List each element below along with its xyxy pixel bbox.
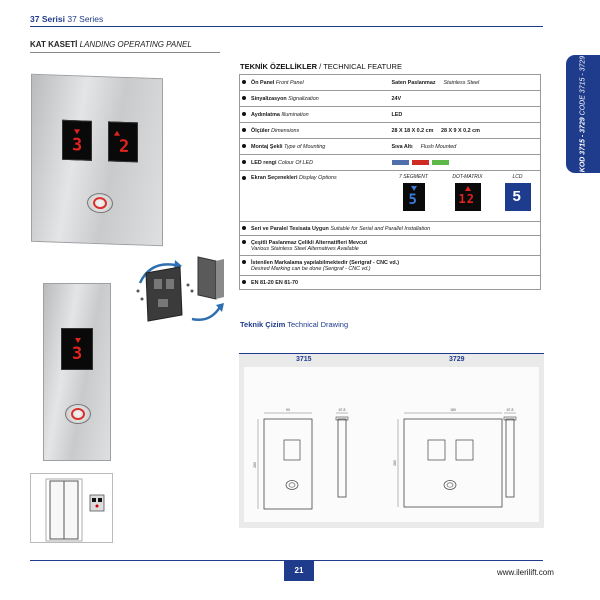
drawing-label-3715: 3715 <box>296 356 312 363</box>
led-color-swatch-red <box>412 160 429 165</box>
note-text-tr: Çeşitli Paslanmaz Çelikli Alternatifleri Mevcut <box>251 239 368 246</box>
series-title <box>30 14 103 24</box>
dot-matrix-preview <box>455 183 481 211</box>
feature-row-display-options <box>240 171 541 222</box>
panel-title <box>30 40 192 49</box>
feature-row <box>240 75 541 91</box>
dimension-text: 90 <box>286 408 290 412</box>
up-arrow-icon <box>114 131 120 136</box>
mini-display <box>92 498 96 502</box>
note-text-tr: Seri ve Paralel Tesisata Uygun <box>251 225 329 232</box>
product-code-text <box>580 56 587 172</box>
header-rule <box>30 26 543 27</box>
installation-illustration <box>30 473 113 543</box>
mounting-plate <box>146 267 182 321</box>
features-heading: TEKNİK ÖZELLİKLER / TECHNICAL FEATURE <box>240 62 402 71</box>
feature-note-row <box>240 222 541 236</box>
large-panel-display-right <box>108 121 138 162</box>
down-arrow-icon <box>74 129 80 134</box>
feature-row <box>240 139 541 155</box>
features-heading-tr: TEKNİK ÖZELLİKLER <box>240 62 318 71</box>
feature-label-tr: Aydınlatma <box>251 111 280 118</box>
feature-label-en: Colour Of LED <box>277 159 314 166</box>
feature-row <box>240 107 541 123</box>
button-inner-icon <box>289 483 295 487</box>
call-button-ring-icon <box>71 408 85 420</box>
drawing-label-3729: 3729 <box>449 356 465 363</box>
mounting-slot <box>158 299 168 307</box>
feature-value-en: Flush Mounted <box>420 143 457 150</box>
mounting-slot <box>166 279 174 289</box>
mounting-slot <box>154 279 162 289</box>
rotation-arrow-icon <box>192 307 220 320</box>
bullet-icon <box>242 112 246 116</box>
mini-display <box>98 498 102 502</box>
front-view-3715 <box>264 419 312 509</box>
seven-segment-preview <box>403 183 425 211</box>
bullet-icon <box>242 144 246 148</box>
exploded-mounting-view <box>120 255 235 330</box>
panel-title-tr: KAT KASETİ <box>30 40 78 49</box>
panel-title-rule <box>30 52 220 53</box>
technical-drawing-heading-en: Technical Drawing <box>287 320 349 329</box>
note-text-en: Desired Marking can be done (Serigraf - CNC vd.) <box>251 265 371 272</box>
screw <box>187 284 190 287</box>
button-inner-icon <box>447 483 453 487</box>
series-title-bold: 37 Serisi <box>30 14 65 24</box>
landing-panel-large-photo <box>31 74 163 247</box>
call-button <box>65 404 91 424</box>
display-cutout <box>456 440 473 460</box>
features-heading-en: TECHNICAL FEATURE <box>323 62 402 71</box>
display-option-label: LCD <box>512 174 523 180</box>
screw <box>191 290 194 293</box>
side-view-3729 <box>506 419 514 497</box>
product-code-tab <box>566 55 600 173</box>
mini-panel <box>90 495 104 511</box>
bullet-icon <box>242 280 246 284</box>
product-code-light: CODE 3715 - 3729 <box>579 55 587 116</box>
feature-label-tr: Ölçüler <box>251 127 270 134</box>
page-number: 21 <box>284 561 314 581</box>
feature-label-en: Illumination <box>281 111 309 118</box>
lcd-preview <box>505 183 531 211</box>
led-color-swatch-blue <box>392 160 409 165</box>
feature-value: Saten Paslanmaz <box>391 79 436 86</box>
feature-note-row <box>240 236 541 256</box>
back-box <box>198 257 216 299</box>
bullet-icon <box>242 260 246 264</box>
large-panel-display-left <box>62 120 92 161</box>
seven-segment-digit: 5 <box>408 192 417 208</box>
feature-row <box>240 123 541 139</box>
bullet-icon <box>242 80 246 84</box>
display-digit: 3 <box>72 344 83 364</box>
button-outline-icon <box>286 481 298 490</box>
website-link[interactable]: www.ilerilift.com <box>497 568 554 577</box>
technical-drawing-rule <box>239 353 544 354</box>
dimension-text: 280 <box>253 462 257 468</box>
call-button-ring-icon <box>93 197 107 209</box>
back-box-side <box>216 259 224 299</box>
display-cutout <box>284 440 300 460</box>
bullet-icon <box>242 240 246 244</box>
display-option-dot-matrix <box>442 174 494 211</box>
note-text-en: Various Stainless Steel Alternatives Available <box>251 245 359 252</box>
bullet-icon <box>242 128 246 132</box>
feature-value: 28 X 18 X 0.2 cm 28 X 9 X 0.2 cm <box>391 127 480 134</box>
display-digit: 2 <box>119 136 130 158</box>
down-arrow-icon <box>411 186 417 191</box>
dimension-text: 67.8 <box>506 408 514 412</box>
feature-value-en: Stainless Steel <box>443 79 480 86</box>
features-table <box>239 74 541 290</box>
bullet-icon <box>242 160 246 164</box>
dimension-text: 180 <box>450 408 456 412</box>
display-option-label: DOT-MATRIX <box>452 174 483 180</box>
product-code-bold: KOD 3715 - 3729 <box>579 117 587 173</box>
bullet-icon <box>242 176 246 180</box>
up-arrow-icon <box>465 186 471 191</box>
screw <box>141 298 144 301</box>
technical-drawing-heading <box>240 320 348 329</box>
display-option-7segment <box>390 174 438 211</box>
feature-label-tr: LED rengi <box>251 159 277 166</box>
call-button <box>87 193 113 214</box>
dimension-text: 280 <box>393 460 397 466</box>
front-view-3729 <box>404 419 502 507</box>
feature-label-tr: Montaj Şekli <box>251 143 283 150</box>
display-option-lcd <box>498 174 538 211</box>
feature-label-tr: Ön Panel <box>251 79 275 86</box>
note-text-tr: İstenilen Markalama yapılabilmektedir (Serigraf - CNC vd.) <box>251 259 399 266</box>
display-cutout <box>428 440 445 460</box>
down-arrow-icon <box>75 338 81 343</box>
feature-label-en: Front Panel <box>275 79 304 86</box>
note-text-en: Suitable for Serial and Parallel Installation <box>330 225 431 232</box>
feature-row-led-color <box>240 155 541 171</box>
feature-value: LED <box>391 111 403 118</box>
landing-panel-small-photo <box>43 283 111 461</box>
screw <box>137 290 140 293</box>
bullet-icon <box>242 96 246 100</box>
feature-label-en: Display Options <box>298 175 337 181</box>
display-digit: 3 <box>72 135 83 156</box>
display-option-label: 7 SEGMENT <box>399 174 428 180</box>
button-outline-icon <box>444 481 456 490</box>
technical-drawing-heading-tr: Teknik Çizim <box>240 320 286 329</box>
feature-label-en: Dimensions <box>271 127 300 134</box>
feature-label-tr: Sinyalizasyon <box>251 95 287 102</box>
feature-value: Sıva Altı <box>391 143 413 150</box>
feature-label-en: Type of Mounting <box>283 143 326 150</box>
series-title-light: 37 Series <box>67 14 104 24</box>
led-color-swatch-green <box>432 160 449 165</box>
mini-button <box>96 505 99 508</box>
panel-title-en: LANDING OPERATING PANEL <box>79 40 192 49</box>
bullet-icon <box>242 226 246 230</box>
feature-row <box>240 91 541 107</box>
dot-matrix-digit: 12 <box>458 192 475 206</box>
feature-value: 24V <box>391 95 402 102</box>
feature-label-tr: Ekran Seçenekleri <box>251 175 298 181</box>
small-panel-display <box>61 328 93 370</box>
side-view-3715 <box>338 419 346 497</box>
feature-note-row <box>240 256 541 276</box>
note-text-tr: EN 81-20 EN 81-70 <box>251 279 299 286</box>
technical-drawing-figures <box>244 367 539 522</box>
lcd-digit: 5 <box>512 188 521 205</box>
dimension-text: 67.8 <box>338 408 346 412</box>
feature-note-row <box>240 276 541 290</box>
feature-label-en: Signalization <box>288 95 319 102</box>
